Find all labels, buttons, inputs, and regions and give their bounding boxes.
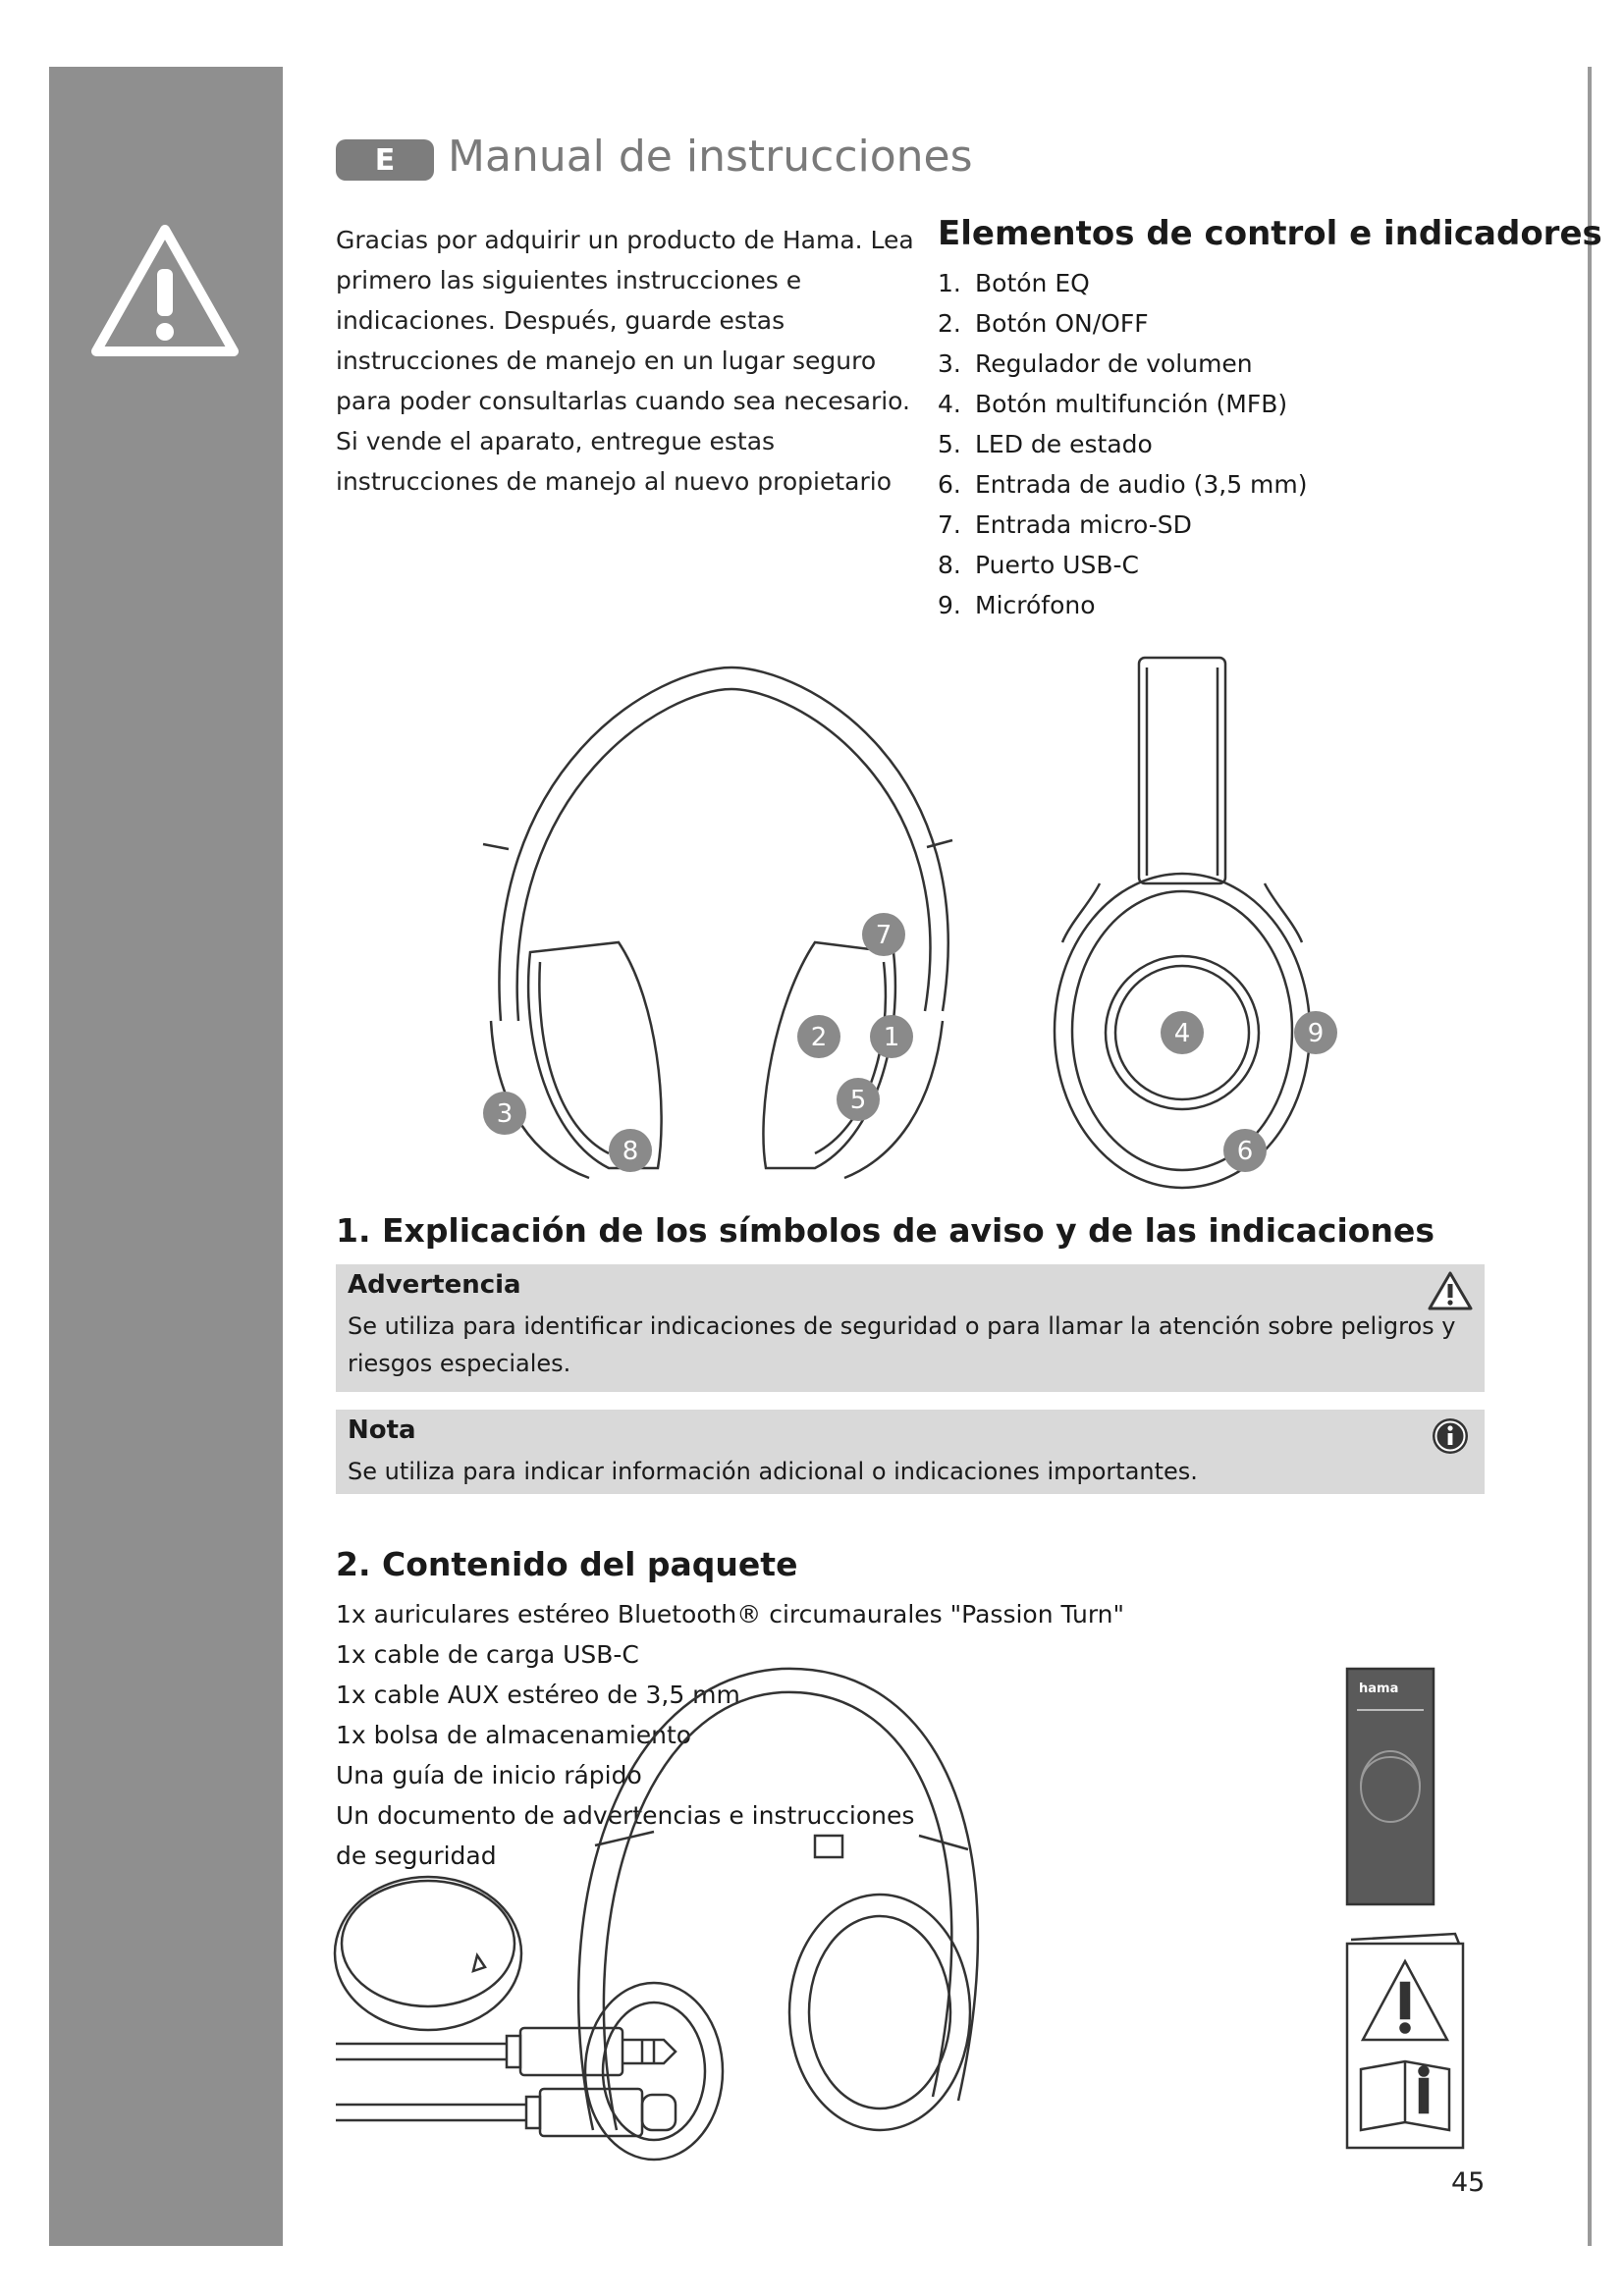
callout-7 (862, 913, 905, 956)
callout-4 (1161, 1011, 1204, 1054)
page-title: Manual de instrucciones (448, 132, 973, 182)
list-item: 5. LED de estado (938, 430, 1153, 458)
controls-list (938, 263, 1308, 625)
svg-text:8: 8 (622, 1137, 639, 1166)
note-box (336, 1410, 1485, 1494)
quick-guide-booklet (1347, 1669, 1434, 1904)
svg-text:5: 5 (849, 1086, 867, 1115)
page-number: 45 (1451, 2167, 1486, 2198)
callout-5 (837, 1078, 880, 1121)
list-item: 4. Botón multifunción (MFB) (938, 390, 1288, 418)
note-text: Se utiliza para indicar información adicional o indicaciones importantes. (348, 1458, 1198, 1485)
callout-3 (483, 1092, 526, 1135)
list-item: 1x cable de carga USB-C (336, 1640, 639, 1669)
list-item: 1x auriculares estéreo Bluetooth® circumaurales "Passion Turn" (336, 1600, 1125, 1629)
headphones-drawing (578, 1669, 978, 2160)
callout-1 (870, 1015, 913, 1058)
warning-text: Se utiliza para identificar indicaciones de seguridad o para llamar la atención sobre peligros y riesgos especiales. (348, 1312, 1456, 1377)
svg-text:1: 1 (883, 1023, 900, 1052)
safety-document (1347, 1934, 1463, 2148)
warning-title: Advertencia (348, 1270, 521, 1300)
list-item: 1x bolsa de almacenamiento (336, 1721, 692, 1749)
list-item: de seguridad (336, 1842, 497, 1870)
callout-9 (1294, 1011, 1337, 1054)
warning-box (336, 1264, 1485, 1392)
svg-text:2: 2 (810, 1023, 828, 1052)
list-item: 1x cable AUX estéreo de 3,5 mm (336, 1681, 740, 1709)
booklet-brand: hama (1359, 1682, 1399, 1696)
list-item: 1. Botón EQ (938, 269, 1090, 297)
callout-6 (1223, 1129, 1267, 1172)
headphones-diagram (461, 648, 1345, 1198)
list-item: 3. Regulador de volumen (938, 349, 1253, 378)
side-band (49, 67, 283, 2246)
aux-cable-drawing (336, 2028, 676, 2075)
list-item: Una guía de inicio rápido (336, 1761, 642, 1789)
svg-text:3: 3 (496, 1099, 514, 1129)
warning-icon (1428, 1270, 1473, 1311)
right-rule (1588, 67, 1592, 2246)
info-icon (1428, 1415, 1473, 1457)
list-item: 7. Entrada micro-SD (938, 510, 1192, 539)
list-item: 2. Botón ON/OFF (938, 309, 1149, 338)
pouch-drawing (335, 1877, 521, 2030)
section2-heading: 2. Contenido del paquete (336, 1545, 798, 1583)
list-item: 6. Entrada de audio (3,5 mm) (938, 470, 1308, 499)
callout-2 (797, 1015, 840, 1058)
section1-heading: 1. Explicación de los símbolos de aviso y de las indicaciones (336, 1211, 1435, 1250)
svg-text:7: 7 (875, 921, 893, 950)
svg-text:4: 4 (1173, 1019, 1191, 1048)
warning-triangle-icon (86, 218, 244, 363)
list-item: 9. Micrófono (938, 591, 1096, 619)
callout-8 (609, 1129, 652, 1172)
list-item: 8. Puerto USB-C (938, 551, 1139, 579)
language-badge: E (336, 139, 434, 181)
list-item: Un documento de advertencias e instrucciones (336, 1801, 915, 1830)
svg-text:9: 9 (1307, 1019, 1325, 1048)
note-title: Nota (348, 1415, 416, 1445)
controls-heading: Elementos de control e indicadores (938, 214, 1602, 253)
svg-text:6: 6 (1236, 1137, 1254, 1166)
package-contents-illustration (330, 1639, 1498, 2169)
intro-paragraph: Gracias por adquirir un producto de Hama. Lea primero las siguientes instrucciones e indicaciones. Después, guarde estas instrucciones de manejo en un lugar seguro para poder consultarlas cuando sea necesario. Si vende el aparato, entregue estas instrucciones de manejo al nuevo propietario (336, 226, 914, 496)
